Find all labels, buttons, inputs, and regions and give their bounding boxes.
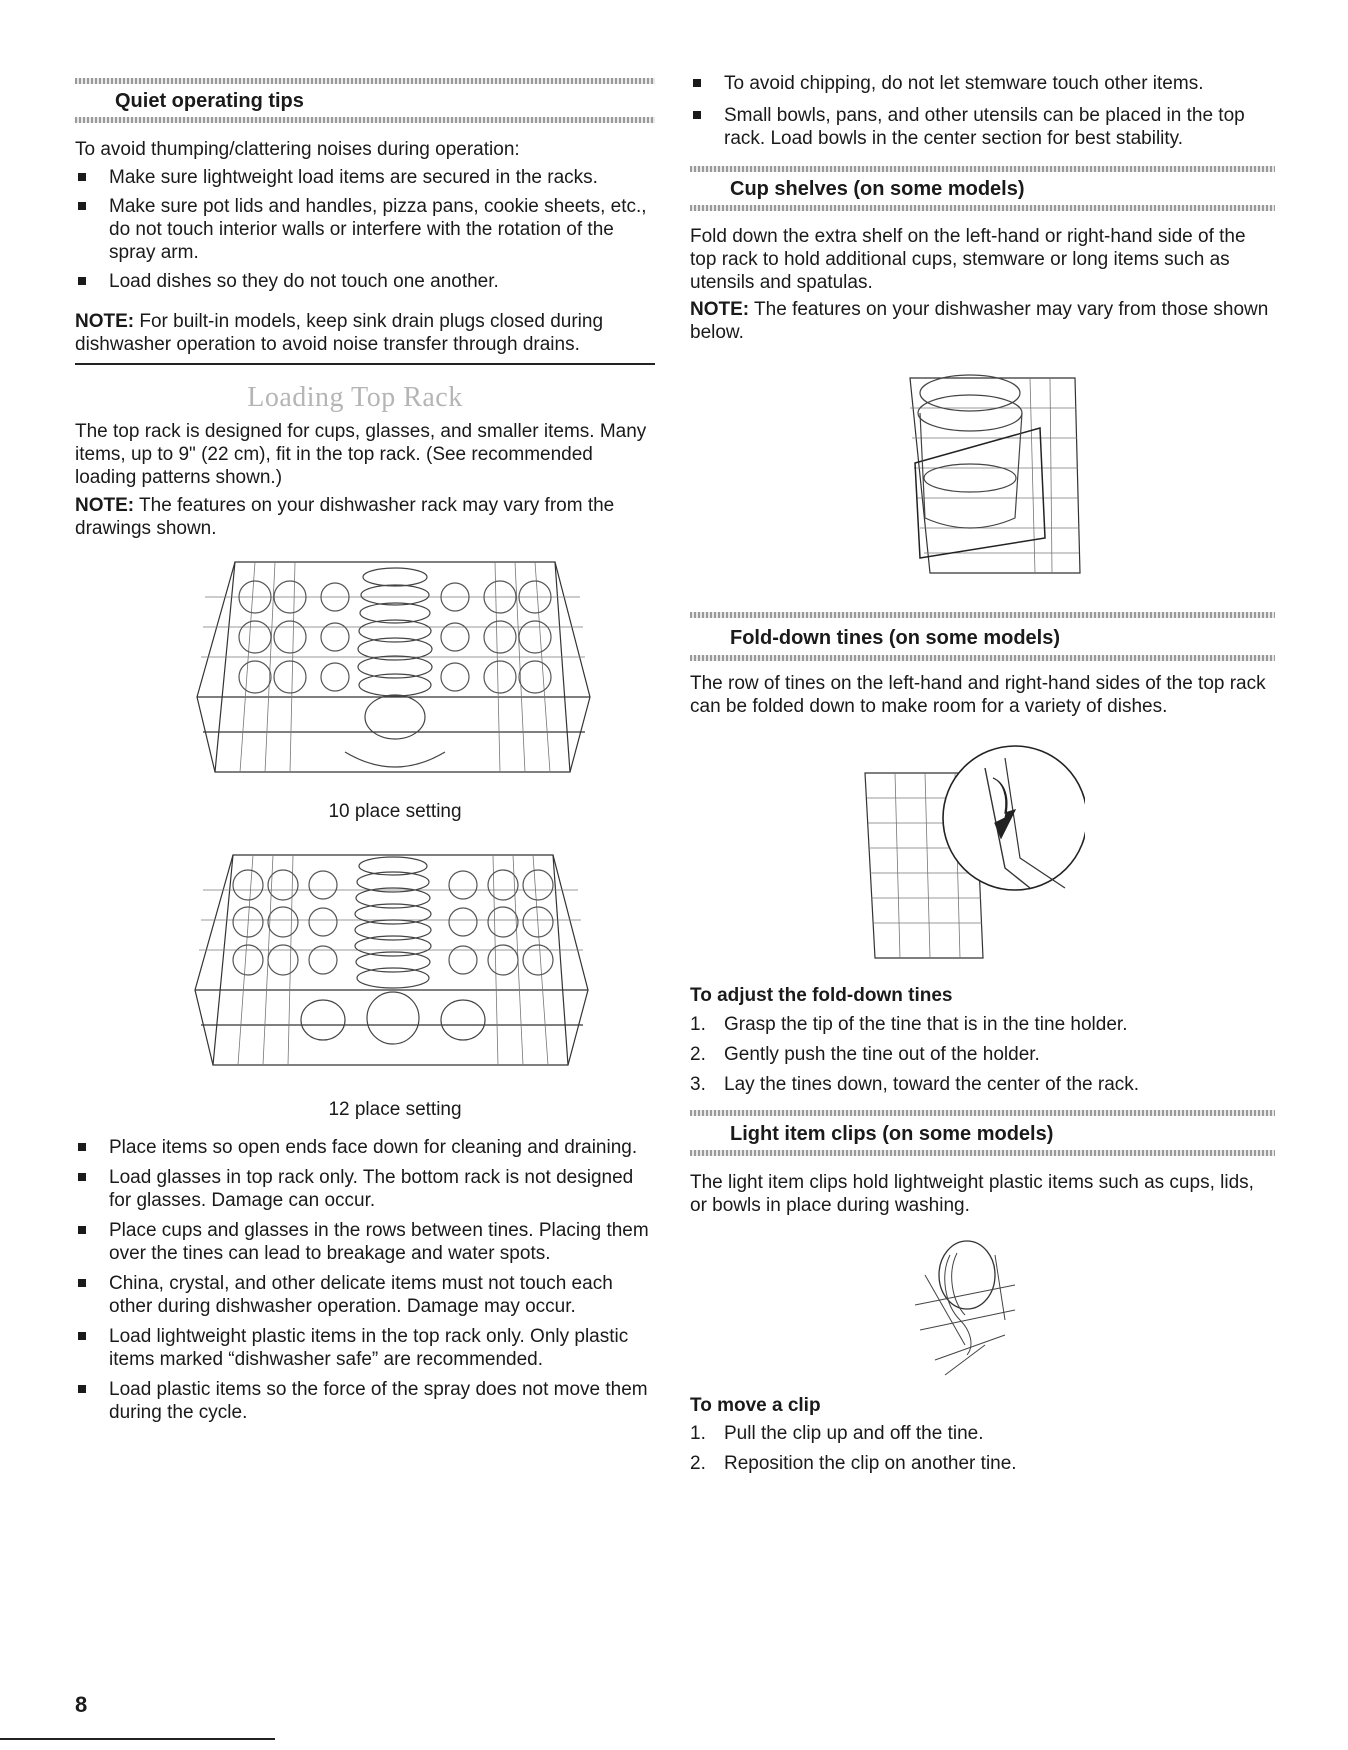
step-number: 2. [690, 1044, 706, 1065]
loading-note [75, 494, 655, 540]
list-item: Load lightweight plastic items in the top rack only. Only plastic items marked “dishwasher safe” are recommended. [75, 1325, 660, 1371]
fold-down-tines-illustration [855, 738, 1085, 963]
list-item: Make sure lightweight load items are secured in the racks. [75, 166, 660, 189]
cup-shelves-note [690, 298, 1275, 344]
quiet-tips-list [75, 166, 660, 293]
light-item-clips-heading: Light item clips (on some models) [730, 1123, 1054, 1145]
section-rule [690, 612, 1275, 618]
light-clips-text: The light item clips hold lightweight plastic items such as cups, lids, or bowls in place during washing. [690, 1172, 1254, 1216]
step-number: 2. [690, 1453, 706, 1474]
list-item [690, 1452, 1275, 1475]
section-rule [690, 655, 1275, 661]
caption-12-place: 12 place setting [328, 1099, 462, 1120]
rack-10-place-illustration [195, 557, 595, 792]
bottom-edge-bar [0, 1738, 275, 1740]
cup-shelves-text: Fold down the extra shelf on the left-hand or right-hand side of the top rack to hold additional cups, stemware or long items such as utensils and spatulas. [690, 226, 1246, 293]
list-item: Load glasses in top rack only. The bottom rack is not designed for glasses. Damage can occur. [75, 1166, 660, 1212]
move-clip-steps [690, 1422, 1275, 1475]
list-item: To avoid chipping, do not let stemware touch other items. [690, 72, 1275, 95]
note-text: The features on your dishwasher may vary from those shown below. [690, 299, 1269, 343]
list-item [690, 1073, 1275, 1096]
cup-shelves-heading: Cup shelves (on some models) [730, 178, 1025, 200]
loading-intro: The top rack is designed for cups, glasses, and smaller items. Many items, up to 9" (22 cm), fit in the top rack. (See recommended loading patterns shown.) [75, 421, 647, 488]
section-rule [690, 1150, 1275, 1156]
quiet-tips-note [75, 310, 655, 356]
adjust-tines-steps [690, 1013, 1275, 1096]
section-rule [75, 117, 655, 123]
step-text: Gently push the tine out of the holder. [724, 1044, 1040, 1065]
step-number: 3. [690, 1074, 706, 1095]
fold-down-tines-heading: Fold-down tines (on some models) [730, 627, 1060, 649]
page-number: 8 [75, 1692, 88, 1717]
rack-12-place-illustration [193, 850, 593, 1085]
loading-tips-list [75, 1136, 660, 1424]
list-item: Make sure pot lids and handles, pizza pans, cookie sheets, etc., do not touch interior walls or interfere with the rotation of the spray arm. [75, 195, 660, 264]
step-text: Lay the tines down, toward the center of the rack. [724, 1074, 1140, 1095]
quiet-tips-heading: Quiet operating tips [115, 90, 304, 112]
list-item: Place cups and glasses in the rows between tines. Placing them over the tines can lead to breakage and water spots. [75, 1219, 660, 1265]
light-item-clip-illustration [905, 1235, 1025, 1380]
list-item [690, 1013, 1275, 1036]
loading-top-rack-title: Loading Top Rack [247, 382, 463, 413]
cup-shelf-illustration [890, 358, 1090, 583]
list-item: Load dishes so they do not touch one another. [75, 270, 660, 293]
list-item [690, 1422, 1275, 1445]
note-text: The features on your dishwasher rack may vary from the drawings shown. [75, 495, 615, 539]
note-label: NOTE: [690, 299, 750, 320]
note-label: NOTE: [75, 495, 135, 516]
section-rule [690, 166, 1275, 172]
note-text: For built-in models, keep sink drain plugs closed during dishwasher operation to avoid noise transfer through drains. [75, 311, 604, 355]
step-text: Grasp the tip of the tine that is in the tine holder. [724, 1014, 1128, 1035]
caption-10-place: 10 place setting [328, 801, 462, 822]
list-item [690, 1043, 1275, 1066]
quiet-tips-intro: To avoid thumping/clattering noises during operation: [75, 139, 520, 160]
list-item: Load plastic items so the force of the spray does not move them during the cycle. [75, 1378, 660, 1424]
section-rule [690, 205, 1275, 211]
list-item: Small bowls, pans, and other utensils can be placed in the top rack. Load bowls in the center section for best stability. [690, 104, 1275, 150]
step-number: 1. [690, 1014, 706, 1035]
fold-down-text: The row of tines on the left-hand and right-hand sides of the top rack can be folded down to make room for a variety of dishes. [690, 673, 1266, 717]
move-clip-subheading: To move a clip [690, 1395, 821, 1416]
section-rule [690, 1110, 1275, 1116]
step-number: 1. [690, 1423, 706, 1444]
note-label: NOTE: [75, 311, 135, 332]
stemware-tips-list [690, 72, 1275, 150]
adjust-tines-subheading: To adjust the fold-down tines [690, 985, 953, 1006]
step-text: Reposition the clip on another tine. [724, 1453, 1017, 1474]
step-text: Pull the clip up and off the tine. [724, 1423, 984, 1444]
list-item: China, crystal, and other delicate items must not touch each other during dishwasher operation. Damage may occur. [75, 1272, 660, 1318]
section-rule [75, 78, 655, 84]
section-divider [75, 363, 655, 365]
list-item: Place items so open ends face down for cleaning and draining. [75, 1136, 660, 1159]
